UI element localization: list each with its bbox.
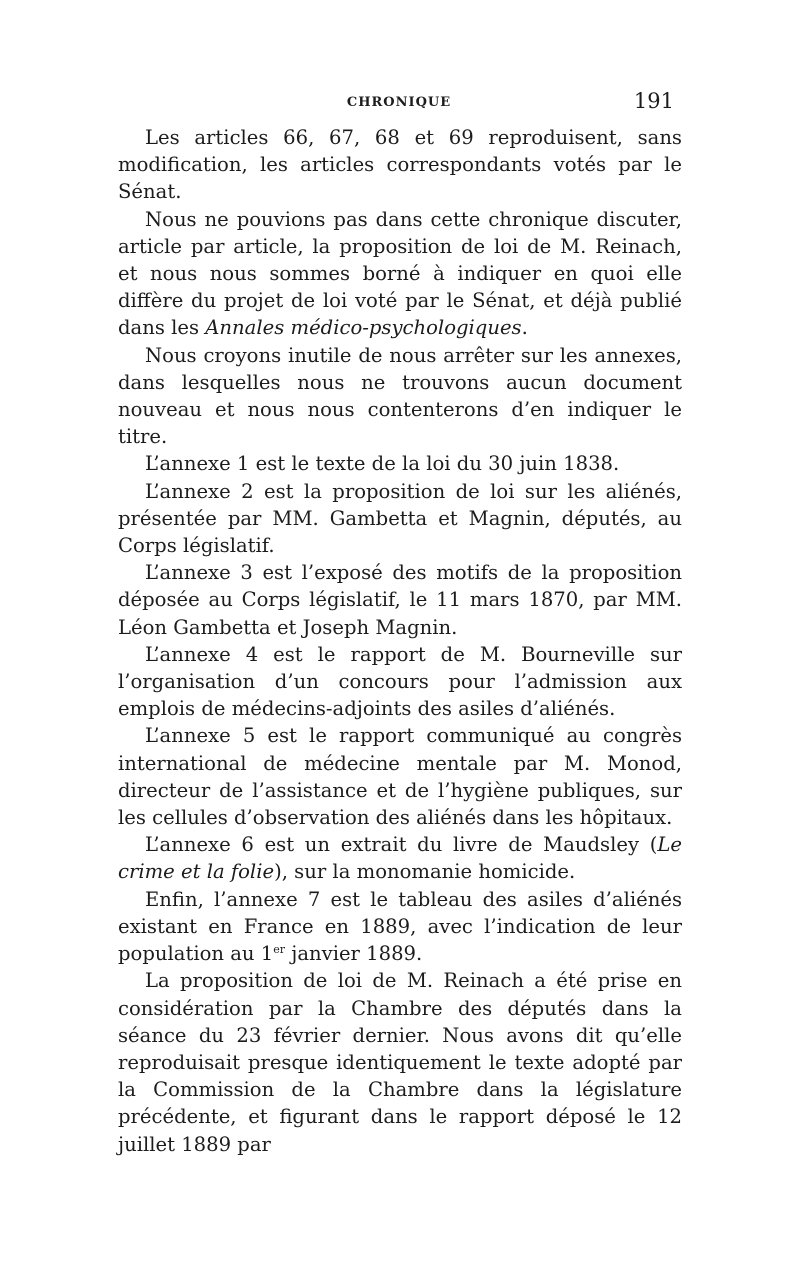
paragraph-text: Nous ne pouvions pas dans cette chronique discuter, article par article, la proposition de loi de M. Reinach, et nous nous sommes borné à indiquer en quoi elle diffère du projet de loi voté par le Sénat, et déjà publié dans les bbox=[118, 207, 682, 340]
paragraph-text: L’annexe 4 est le rapport de M. Bourneville sur l’organisation d’un concours pour l’admission aux emplois de médecins-adjoints des asiles d’aliénés. bbox=[118, 642, 682, 721]
paragraph-annexe-6 bbox=[118, 831, 682, 885]
paragraph-text: La proposition de loi de M. Reinach a été prise en considération par la Chambre des députés dans la séance du 23 février dernier. Nous avons dit qu’elle reproduisait presque identiquement le texte adopté par la Commission de la Chambre dans la législature précédente, et figurant dans le rapport déposé le 12 juillet 1889 par bbox=[118, 969, 682, 1156]
book-title: Le crime et la folie bbox=[118, 833, 682, 884]
paragraph-annexe-4 bbox=[118, 641, 682, 723]
paragraph-text: ), sur la monomanie homicide. bbox=[274, 860, 576, 884]
paragraph-proposition-reinach bbox=[118, 967, 682, 1157]
paragraph-annexe-3 bbox=[118, 559, 682, 641]
paragraph-annexe-7 bbox=[118, 886, 682, 968]
journal-title: Annales médico-psychologiques bbox=[205, 316, 522, 340]
paragraph-text: . bbox=[521, 316, 528, 340]
paragraph-text: janvier 1889. bbox=[285, 942, 423, 966]
paragraph-chronique-discussion bbox=[118, 206, 682, 342]
paragraph-text: L’annexe 1 est le texte de la loi du 30 juin 1838. bbox=[145, 452, 620, 476]
paragraph-text: Enfin, l’annexe 7 est le tableau des asiles d’aliénés existant en France en 1889, avec l’indication de leur population au 1 bbox=[118, 887, 682, 966]
paragraph-text: Nous croyons inutile de nous arrêter sur les annexes, dans lesquelles nous ne trouvons aucun document nouveau et nous nous contenterons d’en indiquer le titre. bbox=[118, 343, 682, 449]
paragraph-annexes bbox=[118, 342, 682, 451]
running-head bbox=[118, 89, 680, 116]
paragraph-annexe-5 bbox=[118, 722, 682, 831]
paragraph-annexe-2 bbox=[118, 478, 682, 560]
paragraph-articles-reproduced bbox=[118, 124, 682, 206]
ordinal-superscript: er bbox=[273, 943, 286, 957]
paragraph-text: Les articles 66, 67, 68 et 69 reproduisent, sans modification, les articles correspondants votés par le Sénat. bbox=[118, 126, 682, 204]
paragraph-text: L’annexe 5 est le rapport communiqué au congrès international de médecine mentale par M. Monod, directeur de l’assistance et de l’hygiène publiques, sur les cellules d’observation des aliénés dans les hôpitaux. bbox=[118, 724, 682, 830]
running-title: CHRONIQUE bbox=[346, 95, 452, 110]
page-number: 191 bbox=[633, 89, 674, 113]
paragraph-text: L’annexe 6 est un extrait du livre de Maudsley ( bbox=[145, 833, 658, 857]
paragraph-text: L’annexe 3 est l’exposé des motifs de la proposition déposée au Corps législatif, le 11 mars 1870, par MM. Léon Gambetta et Joseph Magnin. bbox=[118, 561, 682, 639]
paragraph-annexe-1 bbox=[118, 450, 682, 477]
paragraph-text: L’annexe 2 est la proposition de loi sur les aliénés, présentée par MM. Gambetta et Magnin, députés, au Corps législatif. bbox=[118, 479, 682, 558]
body-text bbox=[118, 124, 682, 1158]
